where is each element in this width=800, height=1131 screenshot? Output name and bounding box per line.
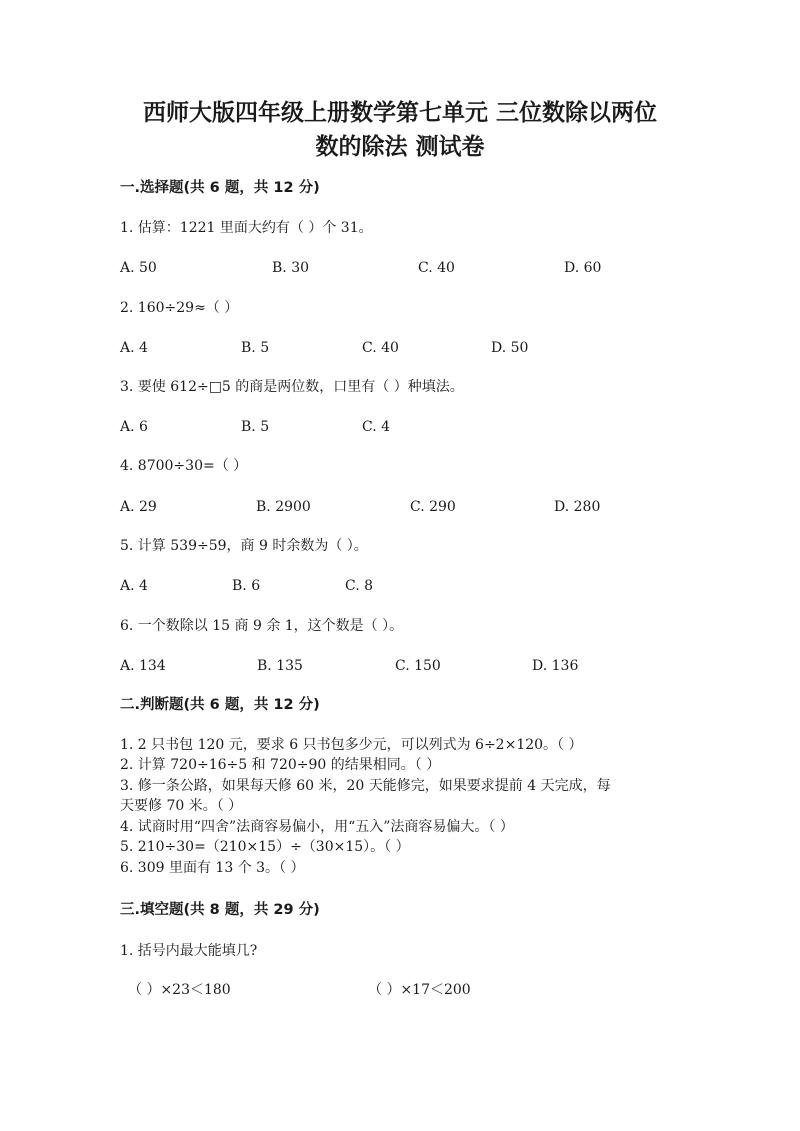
option-a: A. 50 <box>120 260 157 276</box>
option-c: C. 8 <box>345 578 374 594</box>
option-c: C. 40 <box>362 340 399 356</box>
options-row <box>120 258 680 278</box>
question-text: 3. 要使 612÷□5 的商是两位数，口里有（ ）种填法。 <box>120 379 464 395</box>
judgement-line: 5. 210÷30=（210×15）÷（30×15）。（ ） <box>120 839 410 855</box>
judgement-line: 2. 计算 720÷16÷5 和 720÷90 的结果相同。（ ） <box>120 757 441 773</box>
question-text: 2. 160÷29≈（ ） <box>120 300 239 316</box>
option-c: C. 150 <box>395 658 441 674</box>
options-row <box>120 576 680 596</box>
judgement-line: 3. 修一条公路，如果每天修 60 米，20 天能修完，如果要求提前 4 天完成，每 <box>120 778 611 794</box>
option-a: A. 29 <box>120 499 157 515</box>
options-row <box>120 417 680 437</box>
question-text: 5. 计算 539÷59，商 9 时余数为（ ）。 <box>120 538 368 554</box>
fill-row <box>120 980 680 1000</box>
option-b: B. 135 <box>257 658 303 674</box>
question-text: 4. 8700÷30=（ ） <box>120 458 248 474</box>
fill-item: （ ）×17＜200 <box>368 982 471 998</box>
option-a: A. 4 <box>120 578 148 594</box>
option-b: B. 30 <box>272 260 310 276</box>
option-d: D. 136 <box>532 658 579 674</box>
option-d: D. 50 <box>491 340 529 356</box>
option-b: B. 5 <box>241 419 270 435</box>
option-a: A. 6 <box>120 419 148 435</box>
options-row <box>120 656 680 676</box>
page-title-line-1: 西师大版四年级上册数学第七单元 三位数除以两位 <box>142 100 657 126</box>
options-row <box>120 338 680 358</box>
option-a: A. 134 <box>120 658 166 674</box>
option-d: D. 60 <box>564 260 602 276</box>
question-text: 6. 一个数除以 15 商 9 余 1，这个数是（ ）。 <box>120 618 404 634</box>
option-c: C. 4 <box>362 419 391 435</box>
option-d: D. 280 <box>554 499 601 515</box>
section-heading-choice: 一.选择题(共 6 题，共 12 分) <box>120 180 320 196</box>
judgement-line: 天要修 70 米。（ ） <box>120 798 243 814</box>
judgement-line: 6. 309 里面有 13 个 3。（ ） <box>120 860 305 876</box>
fill-item: （ ）×23＜180 <box>128 982 231 998</box>
option-b: B. 6 <box>232 578 261 594</box>
option-a: A. 4 <box>120 340 148 356</box>
option-b: B. 5 <box>241 340 270 356</box>
section-heading-fill: 三.填空题(共 8 题，共 29 分) <box>120 902 320 918</box>
section-heading-judgement: 二.判断题(共 6 题，共 12 分) <box>120 697 320 713</box>
question-text: 1. 估算：1221 里面大约有（ ）个 31。 <box>120 220 373 236</box>
question-text: 1. 括号内最大能填几? <box>120 943 258 959</box>
judgement-line: 4. 试商时用“四舍”法商容易偏小，用“五入”法商容易偏大。（ ） <box>120 819 514 835</box>
option-c: C. 290 <box>410 499 456 515</box>
option-b: B. 2900 <box>256 499 311 515</box>
options-row <box>120 497 680 517</box>
page-title-line-2: 数的除法 测试卷 <box>315 134 485 160</box>
judgement-line: 1. 2 只书包 120 元，要求 6 只书包多少元，可以列式为 6÷2×120。（ ） <box>120 737 583 753</box>
option-c: C. 40 <box>418 260 455 276</box>
